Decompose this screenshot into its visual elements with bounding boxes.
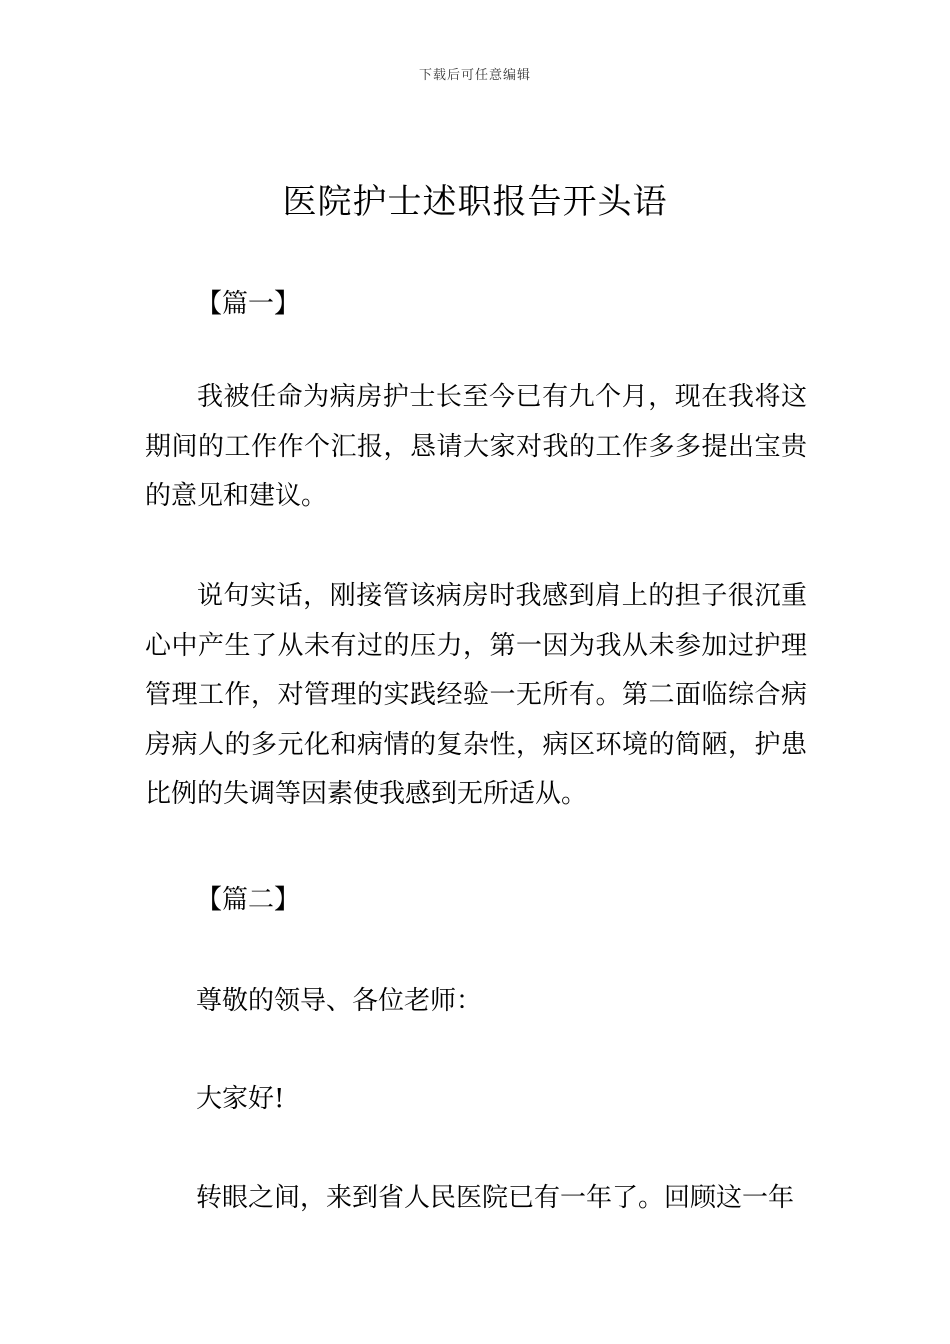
- paragraph-2: 说句实话，刚接管该病房时我感到肩上的担子很沉重心中产生了从未有过的压力，第一因为我从未参加过护理管理工作，对管理的实践经验一无所有。第二面临综合病房病人的多元化和病情的复杂性，病区环境的简陋，护患比例的失调等因素使我感到无所适从。: [145, 581, 807, 809]
- paragraph-1: 我被任命为病房护士长至今已有九个月，现在我将这期间的工作作个汇报，恳请大家对我的工作多多提出宝贵的意见和建议。: [145, 382, 807, 511]
- document-title: 医院护士述职报告开头语: [282, 182, 668, 222]
- header-note: 下载后可任意编辑: [418, 68, 531, 83]
- salutation-line: 大家好!: [196, 1084, 285, 1114]
- opening-line: 转眼之间，来到省人民医院已有一年了。回顾这一年: [196, 1183, 795, 1213]
- section-heading-2: 【篇二】: [196, 885, 301, 915]
- section-heading-1: 【篇一】: [196, 289, 301, 319]
- greeting-line: 尊敬的领导、各位老师：: [196, 986, 483, 1016]
